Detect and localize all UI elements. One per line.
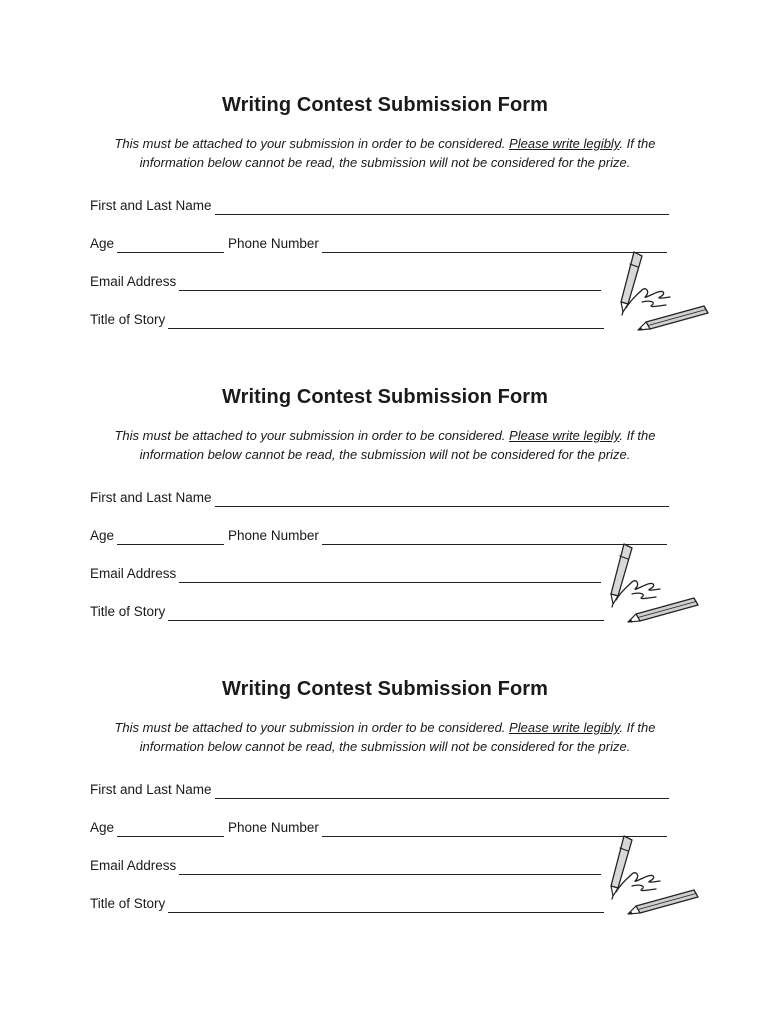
form-title: Writing Contest Submission Form <box>221 678 549 700</box>
instruction-emphasis: Please write legibly <box>509 428 620 443</box>
submission-form-3 <box>0 678 770 970</box>
instruction-emphasis: Please write legibly <box>509 720 620 735</box>
story-row <box>90 603 604 621</box>
email-field[interactable] <box>179 277 601 291</box>
name-field[interactable] <box>215 785 669 799</box>
email-label: Email Address <box>90 274 177 289</box>
story-row <box>90 895 604 913</box>
form-instructions <box>84 426 686 464</box>
submission-form-2 <box>0 386 770 678</box>
name-label: First and Last Name <box>90 490 212 505</box>
name-label: First and Last Name <box>90 782 212 797</box>
instruction-text: This must be attached to your submission in order to be considered. <box>114 428 506 443</box>
story-field[interactable] <box>168 607 604 621</box>
form-instructions <box>84 718 686 756</box>
age-phone-row <box>90 527 667 545</box>
email-row <box>90 857 601 875</box>
phone-label: Phone Number <box>228 236 319 251</box>
age-label: Age <box>90 236 115 251</box>
name-label: First and Last Name <box>90 198 212 213</box>
name-row <box>90 197 669 215</box>
name-field[interactable] <box>215 201 669 215</box>
pen-and-pencil-icon <box>612 250 712 334</box>
email-field[interactable] <box>179 861 601 875</box>
pen-and-pencil-icon <box>602 542 702 626</box>
age-phone-row <box>90 235 667 253</box>
name-row <box>90 781 669 799</box>
instruction-text-end: . If the information below cannot be read, the submission will not be considered for the prize. <box>139 428 656 462</box>
instruction-text: This must be attached to your submission in order to be considered. <box>114 720 506 735</box>
age-label: Age <box>90 820 115 835</box>
email-row <box>90 273 601 291</box>
instruction-emphasis: Please write legibly <box>509 136 620 151</box>
age-field[interactable] <box>117 239 224 253</box>
phone-label: Phone Number <box>228 820 319 835</box>
story-field[interactable] <box>168 899 604 913</box>
email-label: Email Address <box>90 566 177 581</box>
age-field[interactable] <box>117 531 224 545</box>
email-row <box>90 565 601 583</box>
instruction-text-end: . If the information below cannot be read, the submission will not be considered for the prize. <box>139 720 656 754</box>
story-field[interactable] <box>168 315 604 329</box>
form-title: Writing Contest Submission Form <box>221 386 549 408</box>
email-field[interactable] <box>179 569 601 583</box>
name-field[interactable] <box>215 493 669 507</box>
form-title: Writing Contest Submission Form <box>221 94 549 116</box>
age-phone-row <box>90 819 667 837</box>
email-label: Email Address <box>90 858 177 873</box>
name-row <box>90 489 669 507</box>
pen-and-pencil-icon <box>602 834 702 918</box>
age-label: Age <box>90 528 115 543</box>
age-field[interactable] <box>117 823 224 837</box>
story-label: Title of Story <box>90 604 166 619</box>
submission-form-1 <box>0 94 770 386</box>
phone-label: Phone Number <box>228 528 319 543</box>
story-label: Title of Story <box>90 896 166 911</box>
instruction-text: This must be attached to your submission in order to be considered. <box>114 136 506 151</box>
story-row <box>90 311 604 329</box>
form-instructions <box>84 134 686 172</box>
instruction-text-end: . If the information below cannot be read, the submission will not be considered for the prize. <box>139 136 656 170</box>
story-label: Title of Story <box>90 312 166 327</box>
